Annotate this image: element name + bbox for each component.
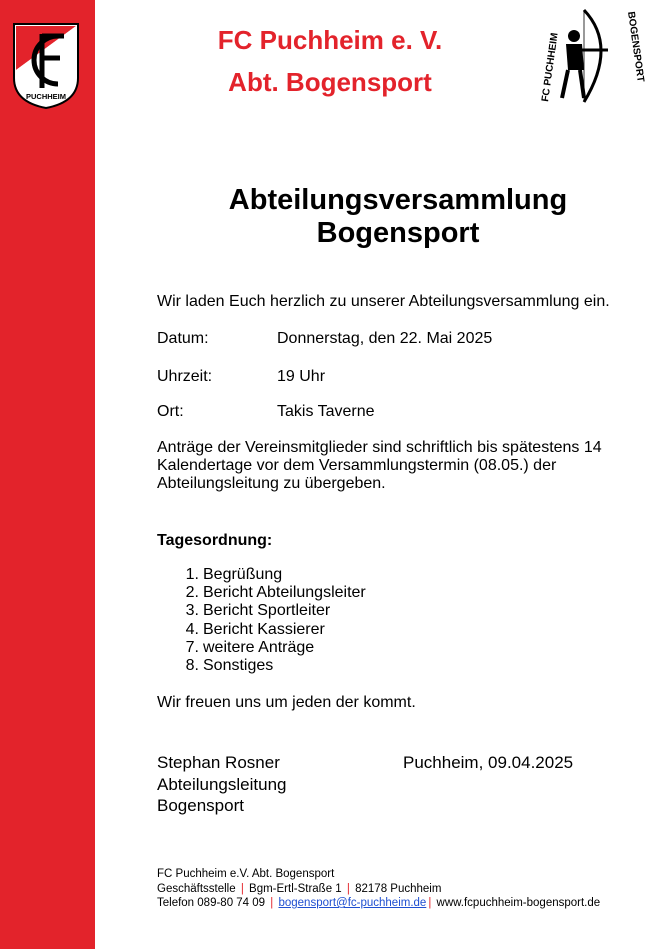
motions-note: Anträge der Vereinsmitglieder sind schriftlich bis spätestens 14 Kalendertage vor dem Versammlungstermin (08.05.) der Abteilungsleitung zu übergeben. xyxy=(157,439,602,492)
footer-website: www.fcpuchheim-bogensport.de xyxy=(436,897,601,909)
footer xyxy=(157,867,600,911)
agenda-item xyxy=(183,639,366,657)
location-label: Ort: xyxy=(157,403,184,420)
footer-separator: | xyxy=(346,882,350,895)
signature-name: Stephan Rosner xyxy=(157,753,280,772)
footer-email-link[interactable]: bogensport@fc-puchheim.de xyxy=(278,897,427,909)
archer-logo-text-left: FC PUCHHEIM xyxy=(540,32,561,103)
footer-phone: Telefon 089-80 74 09 xyxy=(157,897,266,909)
agenda-item-number: 2. xyxy=(185,584,199,602)
agenda-item-number: 7. xyxy=(185,638,199,656)
agenda-item-number: 8. xyxy=(185,657,199,675)
agenda-item-text: Bericht Kassierer xyxy=(203,620,325,638)
date-value: Donnerstag, den 22. Mai 2025 xyxy=(277,330,493,347)
footer-separator: | xyxy=(428,897,432,909)
signature-dept: Bogensport xyxy=(157,796,244,815)
footer-separator: | xyxy=(240,882,244,895)
agenda-item-text: Bericht Abteilungsleiter xyxy=(203,584,366,602)
location-value: Takis Taverne xyxy=(277,403,375,420)
fc-puchheim-crest-logo xyxy=(12,22,80,110)
footer-city: 82178 Puchheim xyxy=(355,882,442,895)
time-value: 19 Uhr xyxy=(277,368,326,385)
department-title: Abt. Bogensport xyxy=(228,67,432,97)
red-side-bar xyxy=(0,0,95,949)
signature-block xyxy=(157,752,286,817)
footer-office: Geschäftsstelle xyxy=(157,882,236,895)
heading-line-1: Abteilungsversammlung xyxy=(228,184,568,216)
agenda-item-text: weitere Anträge xyxy=(203,638,315,656)
footer-street: Bgm-Ertl-Straße 1 xyxy=(249,882,342,895)
archer-logo-text-right: BOGENSPORT xyxy=(625,10,646,83)
intro-text: Wir laden Euch herzlich zu unserer Abteilungsversammlung ein. xyxy=(157,293,610,310)
footer-separator: | xyxy=(270,897,274,909)
agenda-item-number: 1. xyxy=(185,566,199,583)
agenda-item-text: Begrüßung xyxy=(203,566,283,583)
time-label: Uhrzeit: xyxy=(157,368,213,385)
agenda-item-number: 3. xyxy=(185,602,199,620)
agenda-item-text: Sonstiges xyxy=(203,657,274,675)
agenda-item xyxy=(183,584,366,602)
date-label: Datum: xyxy=(157,330,209,347)
agenda-item-number: 4. xyxy=(185,620,199,638)
closing-text: Wir freuen uns um jeden der kommt. xyxy=(157,694,416,711)
footer-contact xyxy=(157,896,600,911)
place-date: Puchheim, 09.04.2025 xyxy=(403,753,574,772)
agenda-item xyxy=(183,566,366,584)
footer-org: FC Puchheim e.V. Abt. Bogensport xyxy=(157,868,335,880)
footer-address xyxy=(157,882,600,897)
heading-line-2: Bogensport xyxy=(316,217,480,249)
club-name-title: FC Puchheim e. V. xyxy=(217,25,443,55)
signature-role: Abteilungsleitung xyxy=(157,774,287,794)
document-heading xyxy=(140,184,656,250)
agenda-list xyxy=(183,566,366,675)
crest-text: PUCHHEIM xyxy=(25,92,67,101)
agenda-item xyxy=(183,657,366,675)
agenda-item xyxy=(183,602,366,620)
agenda-title: Tagesordnung: xyxy=(157,532,273,549)
agenda-item-text: Bericht Sportleiter xyxy=(203,602,331,620)
agenda-item xyxy=(183,621,366,639)
